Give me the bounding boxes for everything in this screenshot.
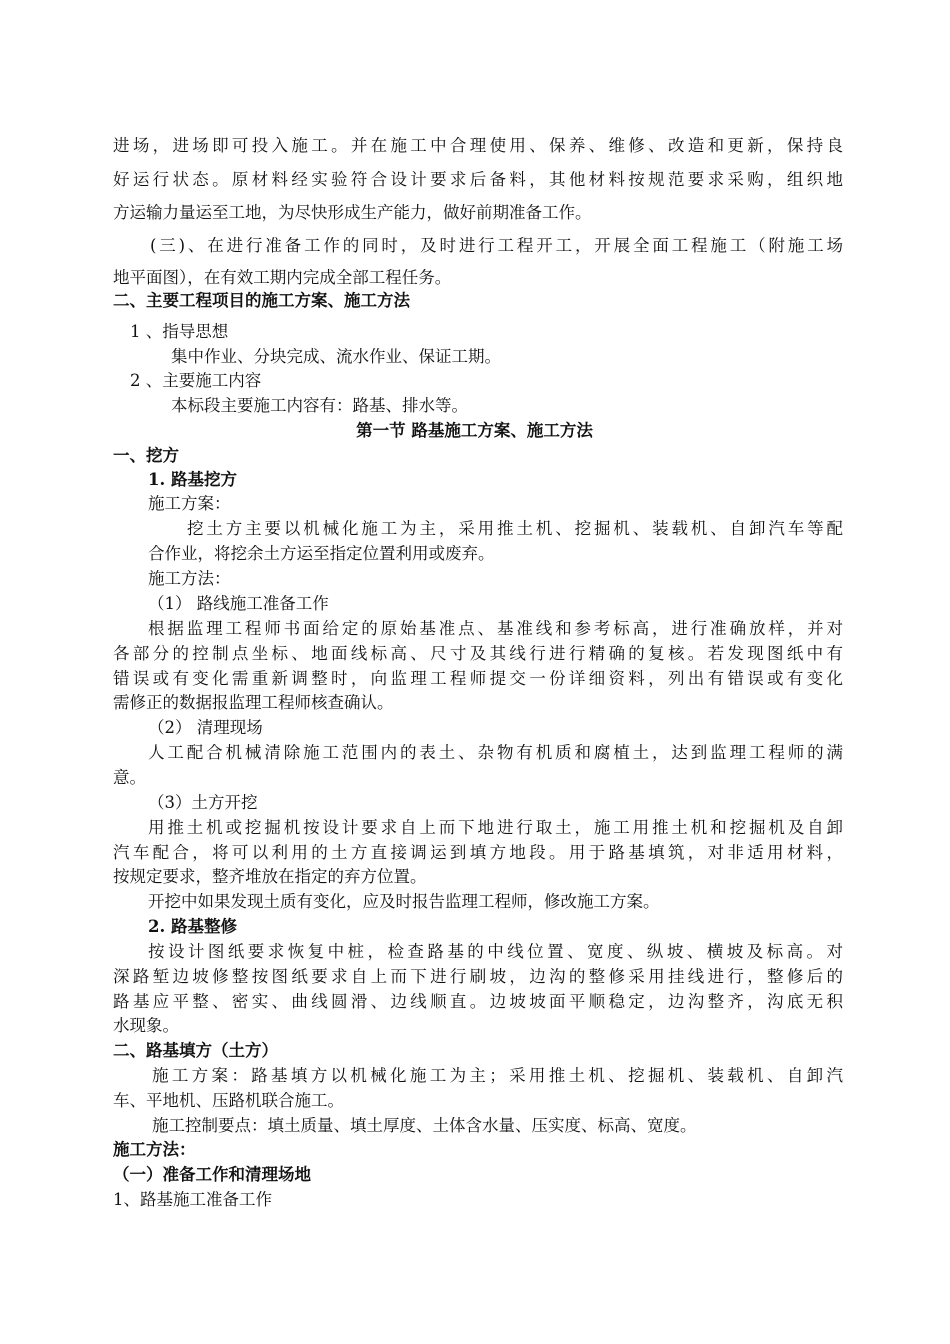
list-item: 1 、指导思想: [130, 322, 229, 341]
list-item: （1） 路线施工准备工作: [148, 594, 329, 613]
subsection-heading: 2. 路基整修: [148, 917, 237, 936]
paragraph-line: 本标段主要施工内容有：路基、排水等。: [171, 396, 468, 415]
paragraph-line: (三)、在进行准备工作的同时，及时进行工程开工，开展全面工程施工（附施工场: [150, 236, 843, 255]
section-heading: 一、挖方: [113, 446, 179, 465]
paragraph-line: 水现象。: [113, 1016, 179, 1035]
paragraph-line: 深路堑边坡修整按图纸要求自上而下进行刷坡，边沟的整修采用挂线进行，整修后的: [113, 967, 843, 986]
paragraph-line: 各部分的控制点坐标、地面线标高、尺寸及其线行进行精确的复核。若发现图纸中有: [113, 644, 843, 663]
paragraph-line: 进场，进场即可投入施工。并在施工中合理使用、保养、维修、改造和更新，保持良: [113, 136, 843, 155]
paragraph-line: 好运行状态。原材料经实验符合设计要求后备料，其他材料按规范要求采购，组织地: [113, 170, 843, 189]
paragraph-line: 汽车配合，将可以利用的土方直接调运到填方地段。用于路基填筑，对非适用材料，: [113, 843, 843, 862]
paragraph-line: 施工控制要点：填土质量、填土厚度、土体含水量、压实度、标高、宽度。: [152, 1116, 697, 1135]
paragraph-line: 集中作业、分块完成、流水作业、保证工期。: [171, 347, 501, 366]
list-item: 1、路基施工准备工作: [113, 1190, 272, 1209]
paragraph-line: 合作业，将挖余土方运至指定位置利用或废弃。: [148, 544, 495, 563]
chapter-heading: 第一节 路基施工方案、施工方法: [356, 421, 593, 440]
paragraph-line: 施工方法：: [148, 569, 231, 588]
paragraph-line: 根据监理工程师书面给定的原始基准点、基准线和参考标高，进行准确放样，并对: [148, 619, 843, 638]
paragraph-line: 地平面图），在有效工期内完成全部工程任务。: [113, 268, 452, 287]
subsection-heading: （一）准备工作和清理场地: [113, 1165, 311, 1184]
section-heading: 二、路基填方（土方）: [113, 1041, 278, 1060]
subsection-heading: 1. 路基挖方: [148, 470, 237, 489]
list-item: （2） 清理现场: [148, 718, 263, 737]
list-item: （3）土方开挖: [148, 793, 258, 812]
paragraph-line: 挖土方主要以机械化施工为主，采用推土机、挖掘机、装载机、自卸汽车等配: [187, 519, 843, 538]
paragraph-line: 施工方案：路基填方以机械化施工为主；采用推土机、挖掘机、装载机、自卸汽: [152, 1066, 843, 1085]
section-heading: 施工方法：: [113, 1140, 196, 1159]
list-item: 2 、主要施工内容: [130, 371, 262, 390]
paragraph-line: 错误或有变化需重新调整时，向监理工程师提交一份详细资料，列出有错误或有变化: [113, 669, 843, 688]
paragraph-line: 意。: [113, 768, 146, 787]
section-heading: 二、主要工程项目的施工方案、施工方法: [113, 291, 410, 310]
paragraph-line: 车、平地机、压路机联合施工。: [113, 1091, 344, 1110]
paragraph-line: 人工配合机械清除施工范围内的表土、杂物有机质和腐植土，达到监理工程师的满: [148, 743, 843, 762]
paragraph-line: 用推土机或挖掘机按设计要求自上而下地进行取土，施工用推土机和挖掘机及自卸: [148, 818, 843, 837]
paragraph-line: 施工方案：: [148, 494, 231, 513]
paragraph-line: 路基应平整、密实、曲线圆滑、边线顺直。边坡坡面平顺稳定，边沟整齐，沟底无积: [113, 992, 843, 1011]
paragraph-line: 开挖中如果发现土质有变化，应及时报告监理工程师，修改施工方案。: [148, 892, 660, 911]
paragraph-line: 按设计图纸要求恢复中桩，检查路基的中线位置、宽度、纵坡、横坡及标高。对: [148, 942, 843, 961]
paragraph-line: 按规定要求，整齐堆放在指定的弃方位置。: [113, 867, 427, 886]
paragraph-line: 需修正的数据报监理工程师核查确认。: [113, 693, 394, 712]
paragraph-line: 方运输力量运至工地，为尽快形成生产能力，做好前期准备工作。: [113, 203, 592, 222]
